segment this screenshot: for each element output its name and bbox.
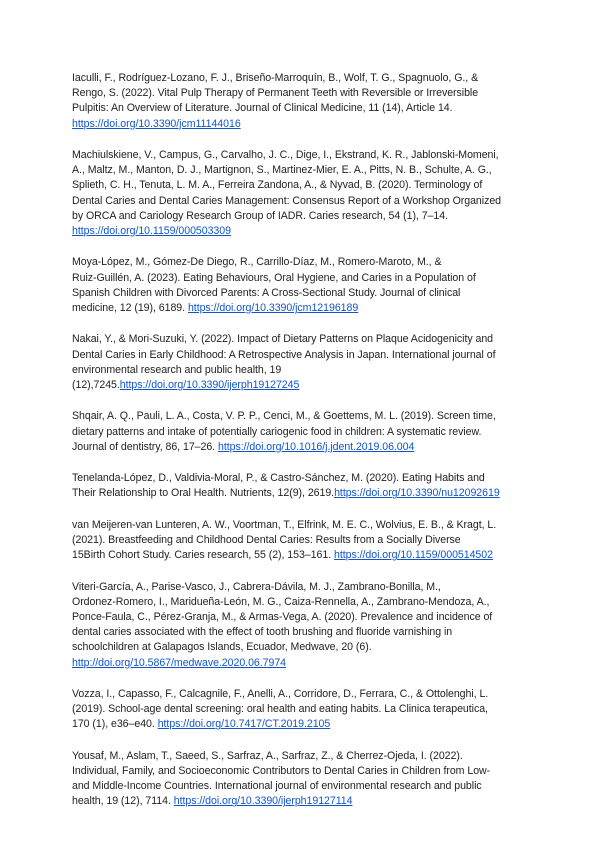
reference-text: Tenelanda-López, D., Valdivia-Moral, P., & Castro-Sánchez, M. (2020). Eating Habits and Their Relationship to Oral Health. Nutrients, 12(9), 2619. [72, 472, 485, 500]
reference-entry [72, 332, 532, 393]
doi-link[interactable]: https://doi.org/10.3390/ijerph19127114 [173, 795, 353, 808]
reference-entry [72, 71, 532, 132]
doi-link[interactable]: https://doi.org/10.3390/ijerph19127245 [119, 379, 300, 392]
reference-text: Shqair, A. Q., Pauli, L. A., Costa, V. P. P., Cenci, M., & Goettems, M. L. (2019). Screen time, dietary patterns and intake of potentially cariogenic food in children: A systematic review. Journal of dentistry, 86, 17–26. [72, 410, 496, 453]
reference-entry [72, 148, 532, 239]
reference-text: van Meijeren-van Lunteren, A. W., Voortman, T., Elfrink, M. E. C., Wolvius, E. B., & Kragt, L. (2021). Breastfeeding and Childhood Dental Caries: Results from a Socially Diverse 15Birth Cohort Study. Caries research, 55 (2), 153–161. [72, 518, 497, 562]
reference-entry [72, 580, 532, 671]
reference-list [72, 71, 532, 826]
reference-text: Moya-López, M., Gómez-De Diego, R., Carrillo-Díaz, M., Romero-Maroto, M., & Ruiz-Guillén, A. (2023). Eating Behaviours, Oral Hygiene, and Caries in a Population of Spanish Children with Divorced Parents: A Cross-Sectional Study. Journal of clinical medicine, 12 (19), 6189. [72, 256, 476, 315]
doi-link[interactable]: https://doi.org/10.7417/CT.2019.2105 [157, 718, 331, 731]
doi-link[interactable]: http://doi.org/10.5867/medwave.2020.06.7974 [72, 656, 287, 669]
doi-link[interactable]: https://doi.org/10.1016/j.jdent.2019.06.004 [217, 440, 415, 453]
reference-text: Iaculli, F., Rodríguez-Lozano, F. J., Briseño-Marroquín, B., Wolf, T. G., Spagnuolo, G., & Rengo, S. (2022). Vital Pulp Therapy of Permanent Teeth with Reversible or Irreversible Pulpitis: An Overview of Literature. Journal of Clinical Medicine, 11 (14), Article 14. [72, 72, 479, 115]
reference-entry [72, 255, 532, 316]
doi-link[interactable]: https://doi.org/10.1159/000503309 [72, 225, 231, 238]
reference-text: Machiulskiene, V., Campus, G., Carvalho, J. C., Dige, I., Ekstrand, K. R., Jablonski-Momeni, A., Maltz, M., Manton, D. J., Martignon, S., Martinez-Mier, E. A., Pitts, N. B., Schulte, A. G., Splieth, C. H., Tenuta, L. M. A., Ferreira Zandona, A., & Nyvad, B. (2020). Terminology of Dental Caries and Dental Caries Management: Consensus Report of a Workshop Organized by ORCA and Cariology Research Group of IADR. Caries research, 54 (1), 7–14. [72, 149, 501, 222]
reference-text: Viteri-García, A., Parise-Vasco, J., Cabrera-Dávila, M. J., Zambrano-Bonilla, M., Ordonez-Romero, I., Maridueña-León, M. G., Caiza-Rennella, A., Zambrano-Mendoza, A., Ponce-Faula, C., Pérez-Granja, M., & Armas-Vega, A. (2020). Prevalence and incidence of dental caries associated with the effect of tooth brushing and fluoride varnishing in schoolchildren at Galapagos Islands, Ecuador, Medwave, 20 (6). [72, 580, 493, 654]
reference-entry [72, 409, 532, 455]
reference-text: Vozza, I., Capasso, F., Calcagnile, F., Anelli, A., Corridore, D., Ferrara, C., & Ottolenghi, L. (2019). School-age dental screening: oral health and eating habits. La Clinica terapeutica, 170 (1), e36–e40. [72, 688, 489, 731]
reference-text: Nakai, Y., & Mori-Suzuki, Y. (2022). Impact of Dietary Patterns on Plaque Acidogenicity and Dental Caries in Early Childhood: A Retrospective Analysis in Japan. International journal of environmental research and public health, 19 (12),7245. [72, 333, 496, 392]
reference-entry [72, 518, 532, 564]
reference-entry [72, 471, 532, 501]
doi-link[interactable]: https://doi.org/10.1159/000514502 [334, 549, 493, 562]
doi-link[interactable]: https://doi.org/10.3390/jcm11144016 [72, 117, 241, 130]
reference-entry [72, 687, 532, 733]
doi-link[interactable]: https://doi.org/10.3390/nu12092619 [334, 487, 500, 500]
doi-link[interactable]: https://doi.org/10.3390/jcm12196189 [187, 302, 359, 315]
reference-text: Yousaf, M., Aslam, T., Saeed, S., Sarfraz, A., Sarfraz, Z., & Cherrez-Ojeda, I. (2022). Individual, Family, and Socioeconomic Contributors to Dental Caries in Children from Low- and Middle-Income Countries. International journal of environmental research and public health, 19 (12), 7114. [72, 749, 491, 808]
reference-entry [72, 749, 532, 810]
